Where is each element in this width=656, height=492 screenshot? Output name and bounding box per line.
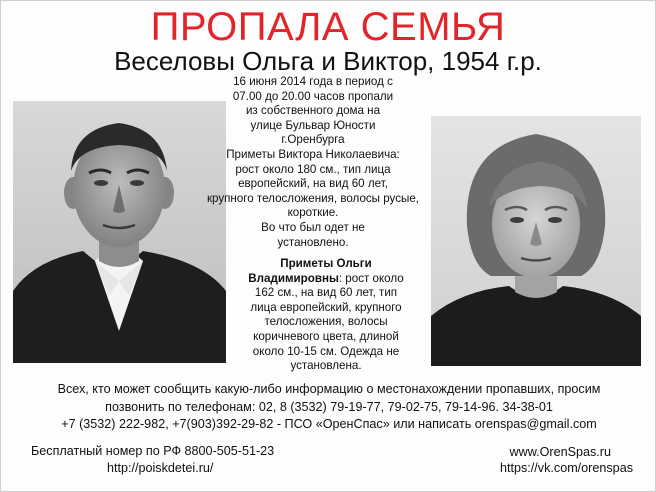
olga-line: телосложения, волосы <box>264 315 388 329</box>
freephone-number: Бесплатный номер по РФ 8800-505-51-23 <box>31 444 275 458</box>
contact-info <box>15 381 643 434</box>
detail-line: улице Бульвар Юности <box>250 118 376 132</box>
olga-heading-name: Владимировны <box>248 271 339 285</box>
olga-text: : рост около <box>338 271 404 285</box>
poiskdetei-website-link[interactable]: http://poiskdetei.ru/ <box>107 461 214 475</box>
missing-names: Веселовы Ольга и Виктор, 1954 г.р. <box>114 46 542 76</box>
headline: ПРОПАЛА СЕМЬЯ <box>150 5 506 49</box>
incident-details <box>189 75 437 250</box>
detail-line: из собственного дома на <box>245 104 381 118</box>
detail-line: европейский, на вид 60 лет, <box>238 177 388 191</box>
olga-line: 162 см., на вид 60 лет, тип <box>254 286 398 300</box>
olga-line: лица европейский, крупного <box>250 300 402 314</box>
olga-line: около 10-15 см. Одежда не <box>252 344 400 358</box>
detail-line: рост около 180 см., тип лица <box>235 162 391 176</box>
olga-heading: Приметы Ольги <box>280 257 372 270</box>
detail-line: 16 июня 2014 года в период с <box>233 75 393 88</box>
contact-line: позвонить по телефонам: 02, 8 (3532) 79-19-77, 79-02-75, 79-14-96. 34-38-01 <box>105 399 553 414</box>
detail-line: установлено. <box>277 235 349 249</box>
detail-line: 07.00 до 20.00 часов пропали <box>232 89 394 103</box>
contact-line: +7 (3532) 222-982, +7(903)392-29-82 - ПСО «ОренСпас» или написать orenspas@gmail.com <box>61 417 597 431</box>
detail-line: короткие. <box>287 206 339 220</box>
olga-line: коричневого цвета, длиной <box>253 329 399 343</box>
vk-website-link[interactable]: https://vk.com/orenspas <box>500 461 633 475</box>
contact-line: Всех, кто может сообщить какую-либо информацию о местонахождении пропавших, просим <box>57 382 601 396</box>
woman-portrait-photo <box>431 116 641 366</box>
detail-line: крупного телосложения, волосы русые, <box>206 191 420 205</box>
detail-line: Приметы Виктора Николаевича: <box>226 147 400 161</box>
detail-line: г.Оренбурга <box>281 133 345 147</box>
orenspas-website-link[interactable]: www.OrenSpas.ru <box>509 445 611 459</box>
olga-description <box>226 257 426 374</box>
detail-line: Во что был одет не <box>261 220 365 234</box>
olga-line: установлена. <box>290 359 362 373</box>
